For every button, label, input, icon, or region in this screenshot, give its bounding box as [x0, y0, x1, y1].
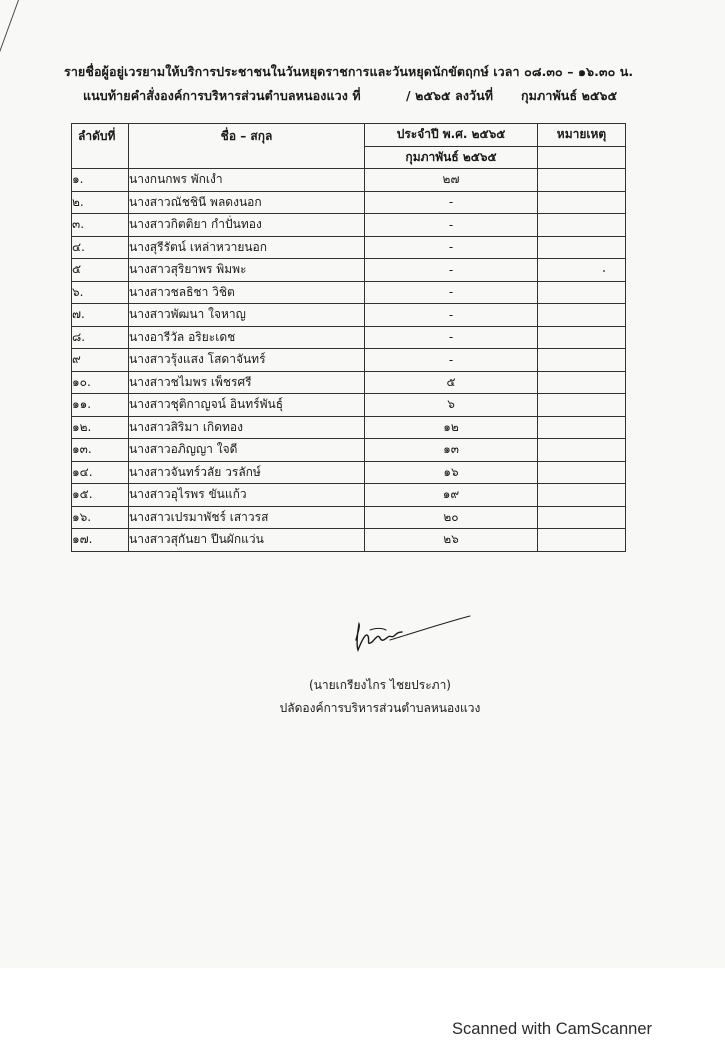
row-note: [538, 461, 626, 484]
row-duty-count: -: [365, 259, 538, 282]
row-number: ๑๓.: [72, 439, 129, 462]
col-header-note: หมายเหตุ: [538, 124, 626, 147]
row-duty-count: ๑๓: [365, 439, 538, 462]
row-name: นางสาวชลธิชา วิชิต: [129, 281, 365, 304]
row-note: [538, 506, 626, 529]
table-row: [72, 439, 626, 462]
table-row: [72, 394, 626, 417]
row-duty-count: ๒๖: [365, 529, 538, 552]
order-number: / ๒๕๖๕ ลงวันที่: [406, 88, 494, 103]
row-number: ๙: [72, 349, 129, 372]
table-row: [72, 236, 626, 259]
row-note: [538, 326, 626, 349]
row-duty-count: ๒๗: [365, 169, 538, 192]
row-number: ๑๗.: [72, 529, 129, 552]
row-number: ๑.: [72, 169, 129, 192]
row-duty-count: -: [365, 304, 538, 327]
row-note: [538, 394, 626, 417]
scan-speck: [603, 270, 605, 272]
row-number: ๕: [72, 259, 129, 282]
order-date: กุมภาพันธ์ ๒๕๖๕: [521, 88, 618, 103]
row-number: ๖.: [72, 281, 129, 304]
table-row: [72, 416, 626, 439]
row-duty-count: -: [365, 281, 538, 304]
row-name: นางสาวจันทร์วลัย วรลักษ์: [129, 461, 365, 484]
row-number: ๒.: [72, 191, 129, 214]
signer-name: (นายเกรียงไกร ไชยประภา): [309, 678, 451, 692]
table-row: [72, 529, 626, 552]
row-number: ๑๐.: [72, 371, 129, 394]
row-number: ๗.: [72, 304, 129, 327]
row-number: ๑๑.: [72, 394, 129, 417]
row-note: [538, 529, 626, 552]
col-header-year: ประจำปี พ.ศ. ๒๕๖๕: [365, 124, 538, 147]
table-row: [72, 349, 626, 372]
row-name: นางอารีวัล อริยะเดช: [129, 326, 365, 349]
staple-mark: [0, 0, 19, 60]
row-duty-count: -: [365, 349, 538, 372]
row-number: ๔.: [72, 236, 129, 259]
row-note: [538, 281, 626, 304]
row-name: นางสาวสุริยาพร พิมพะ: [129, 259, 365, 282]
row-name: นางสาวสุกันยา ปีนผักแว่น: [129, 529, 365, 552]
row-note: [538, 484, 626, 507]
row-name: นางสาวณัชชินี พลดงนอก: [129, 191, 365, 214]
row-number: ๑๕.: [72, 484, 129, 507]
col-header-no: ลำดับที่: [72, 124, 129, 169]
row-name: นางกนกพร พักเงำ: [129, 169, 365, 192]
duty-roster-table: [71, 123, 626, 552]
signature-image: [350, 610, 480, 660]
row-name: นางสาวรุ้งแสง โสดาจันทร์: [129, 349, 365, 372]
row-name: นางสาวเปรมาพัชร์ เสาวรส: [129, 506, 365, 529]
row-name: นางสาวชุติกาญจน์ อินทร์พันธุ์: [129, 394, 365, 417]
row-note: [538, 169, 626, 192]
table-row: [72, 326, 626, 349]
row-note: [538, 236, 626, 259]
row-duty-count: ๑๙: [365, 484, 538, 507]
row-number: ๑๖.: [72, 506, 129, 529]
row-duty-count: -: [365, 236, 538, 259]
col-header-name: ชื่อ – สกุล: [129, 124, 365, 169]
row-name: นางสาวอภิญญา ใจดี: [129, 439, 365, 462]
signer-title: ปลัดองค์การบริหารส่วนตำบลหนองแวง: [279, 701, 481, 715]
table-row: [72, 371, 626, 394]
row-number: ๓.: [72, 214, 129, 237]
row-duty-count: -: [365, 326, 538, 349]
row-duty-count: ๒๐: [365, 506, 538, 529]
row-note: [538, 349, 626, 372]
row-name: นางสาวพัฒนา ใจหาญ: [129, 304, 365, 327]
row-duty-count: ๑๒: [365, 416, 538, 439]
table-row: [72, 191, 626, 214]
document-title: รายชื่อผู้อยู่เวรยามให้บริการประชาชนในวันหยุดราชการและวันหยุดนักขัตฤกษ์ เวลา ๐๘.๓๐ – ๑๖.๓๐ น.: [64, 64, 634, 79]
row-note: [538, 371, 626, 394]
row-duty-count: ๖: [365, 394, 538, 417]
row-duty-count: ๕: [365, 371, 538, 394]
table-row: [72, 506, 626, 529]
row-name: นางสาวสิริมา เกิดทอง: [129, 416, 365, 439]
col-header-note-blank: [538, 146, 626, 169]
scanner-watermark: Scanned with CamScanner: [452, 1020, 652, 1038]
table-row: [72, 259, 626, 282]
row-note: [538, 439, 626, 462]
table-row: [72, 461, 626, 484]
row-note: [538, 304, 626, 327]
order-reference: แนบท้ายคำสั่งองค์การบริหารส่วนตำบลหนองแวง ที่: [83, 88, 361, 103]
table-row: [72, 169, 626, 192]
row-duty-count: ๑๖: [365, 461, 538, 484]
row-duty-count: -: [365, 214, 538, 237]
table-row: [72, 304, 626, 327]
row-number: ๑๒.: [72, 416, 129, 439]
table-row: [72, 214, 626, 237]
table-row: [72, 484, 626, 507]
row-note: [538, 214, 626, 237]
row-note: [538, 416, 626, 439]
row-name: นางสุรีรัตน์ เหล่าหวายนอก: [129, 236, 365, 259]
row-note: [538, 259, 626, 282]
col-header-month: กุมภาพันธ์ ๒๕๖๕: [365, 146, 538, 169]
row-duty-count: -: [365, 191, 538, 214]
row-note: [538, 191, 626, 214]
row-name: นางสาวอุไรพร ขันแก้ว: [129, 484, 365, 507]
row-name: นางสาวชไมพร เพ็ชรศรี: [129, 371, 365, 394]
row-name: นางสาวกิตติยา กำปั่นทอง: [129, 214, 365, 237]
row-number: ๘.: [72, 326, 129, 349]
row-number: ๑๔.: [72, 461, 129, 484]
table-row: [72, 281, 626, 304]
